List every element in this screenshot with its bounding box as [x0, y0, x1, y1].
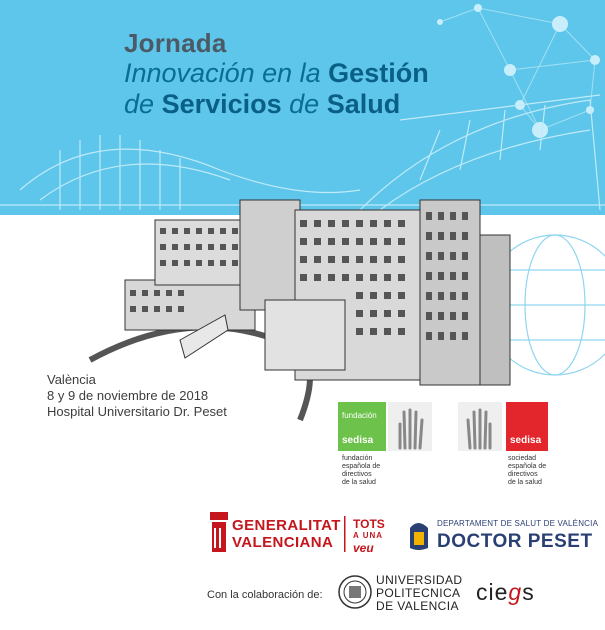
event-details — [47, 372, 227, 420]
upv-seal-icon — [339, 576, 371, 608]
hand-icon — [388, 402, 432, 451]
network-nodes — [437, 4, 600, 138]
sociedad-sedisa-logo — [458, 402, 554, 494]
doctor-peset-emblem-icon — [410, 523, 428, 550]
sociedad-sedisa-red-box: sedisa — [506, 402, 548, 451]
upv-logo-text: UNIVERSIDAD POLITECNICA DE VALENCIA — [376, 573, 463, 613]
generalitat-divider — [344, 516, 346, 552]
fundacion-sedisa-logo — [338, 402, 434, 494]
generalitat-emblem-icon — [210, 512, 228, 552]
event-city: València — [47, 372, 96, 387]
sociedad-sedisa-desc: sociedad española de directivos de la salud — [508, 455, 547, 486]
tots-a-una-veu-logo: TOTS A UNA veu — [353, 517, 385, 555]
event-venue: Hospital Universitario Dr. Peset — [47, 404, 227, 419]
event-dates: 8 y 9 de noviembre de 2018 — [47, 388, 209, 403]
title-line-2: Innovación en la Gestión — [124, 58, 429, 88]
fundacion-sedisa-green-box: fundación sedisa — [338, 402, 386, 451]
fundacion-sedisa-desc: fundación española de directivos de la salud — [342, 455, 381, 486]
collaboration-label: Con la colaboración de: — [207, 589, 323, 601]
hand-icon — [458, 402, 502, 451]
title-line-1: Jornada — [124, 28, 227, 58]
ciegs-logo: ciegs — [476, 579, 535, 605]
department-label: DEPARTAMENT DE SALUT DE VALÈNCIA — [437, 519, 599, 528]
generalitat-valenciana-logo: GENERALITAT VALENCIANA — [232, 517, 341, 551]
doctor-peset-label: DOCTOR PESET — [437, 531, 593, 552]
title-line-3: de Servicios de Salud — [124, 89, 401, 119]
event-title — [124, 30, 429, 118]
